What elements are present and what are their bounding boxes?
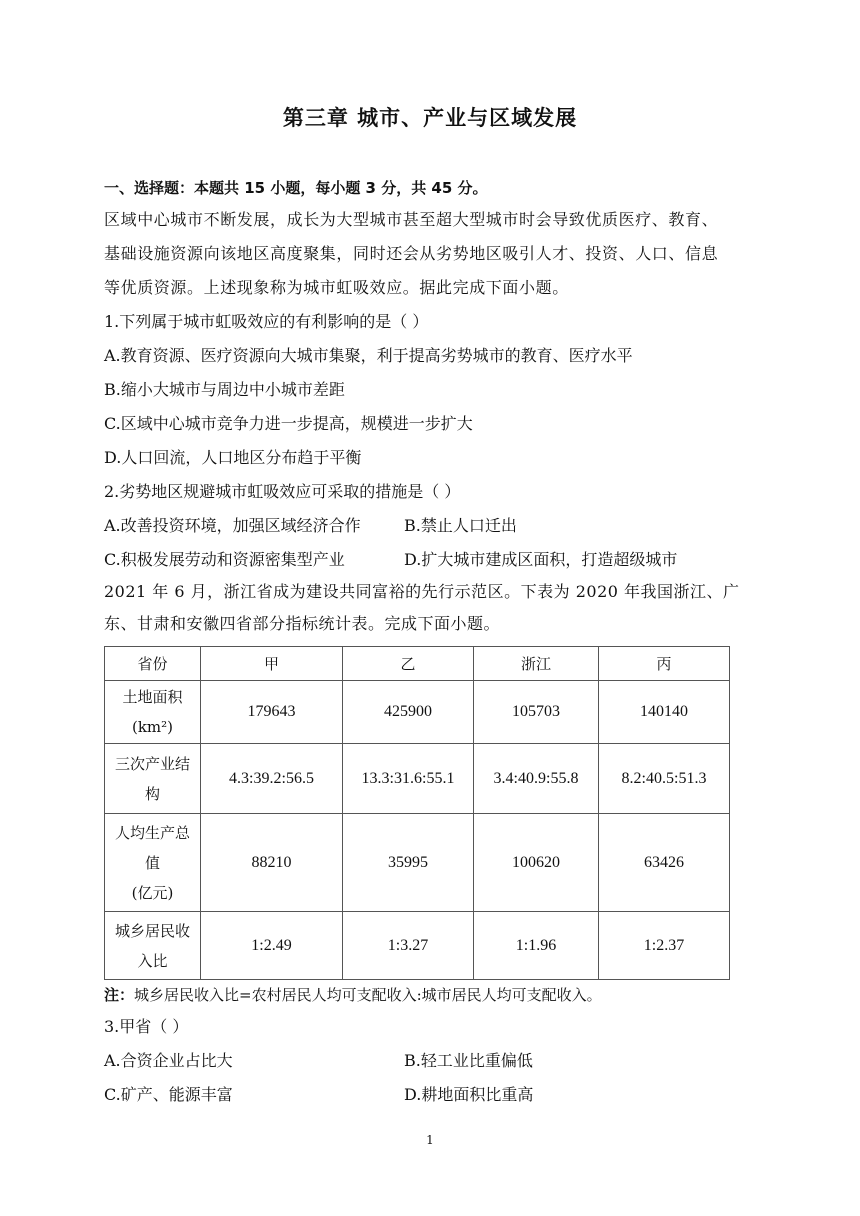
note-text: 城乡居民收入比=农村居民人均可支配收入:城市居民人均可支配收入。 — [134, 986, 602, 1004]
row-label-line: 人均生产总 — [114, 823, 190, 842]
q2-option-c: C.积极发展劳动和资源密集型产业 — [104, 550, 345, 569]
table-cell: 1:1.96 — [474, 912, 599, 980]
statistics-table — [104, 646, 730, 980]
table-header-cell: 省份 — [105, 647, 201, 681]
q2-option-d: D.扩大城市建成区面积，打造超级城市 — [404, 550, 678, 569]
q3-option-a: A.合资企业占比大 — [104, 1051, 233, 1070]
table-row — [105, 681, 730, 744]
table-cell: 35995 — [343, 814, 474, 912]
table-cell: 179643 — [201, 681, 343, 744]
table-row — [105, 744, 730, 814]
table-cell: 3.4:40.9:55.8 — [474, 744, 599, 814]
table-cell: 88210 — [201, 814, 343, 912]
table-cell: 1:2.37 — [599, 912, 730, 980]
table-cell: 1:3.27 — [343, 912, 474, 980]
passage2-line-2: 东、甘肃和安徽四省部分指标统计表。完成下面小题。 — [104, 614, 501, 633]
q1-option-c: C.区域中心城市竞争力进一步提高，规模进一步扩大 — [104, 414, 473, 433]
table-cell: 13.3:31.6:55.1 — [343, 744, 474, 814]
table-cell: 8.2:40.5:51.3 — [599, 744, 730, 814]
row-label — [105, 912, 201, 980]
q1-option-d: D.人口回流，人口地区分布趋于平衡 — [104, 448, 362, 467]
table-note — [104, 985, 602, 1005]
page-number: 1 — [426, 1133, 434, 1147]
row-label-line: 城乡居民收 — [114, 921, 190, 940]
page-title: 第三章 城市、产业与区域发展 — [282, 106, 578, 130]
row-label — [105, 814, 201, 912]
q3-option-c: C.矿产、能源丰富 — [104, 1085, 233, 1104]
q1-stem: 1.下列属于城市虹吸效应的有利影响的是（ ） — [104, 312, 429, 331]
q3-option-d: D.耕地面积比重高 — [404, 1085, 534, 1104]
table-header-cell: 乙 — [343, 647, 474, 681]
q2-option-b: B.禁止人口迁出 — [404, 516, 517, 535]
table-cell: 105703 — [474, 681, 599, 744]
passage1-line-3: 等优质资源。上述现象称为城市虹吸效应。据此完成下面小题。 — [104, 278, 569, 297]
row-label — [105, 744, 201, 814]
q2-stem: 2.劣势地区规避城市虹吸效应可采取的措施是（ ） — [104, 482, 461, 501]
table-cell: 63426 — [599, 814, 730, 912]
table-header-cell: 浙江 — [474, 647, 599, 681]
table-cell: 1:2.49 — [201, 912, 343, 980]
passage1-line-1: 区域中心城市不断发展，成长为大型城市甚至超大型城市时会导致优质医疗、教育、 — [104, 210, 719, 229]
table-cell: 4.3:39.2:56.5 — [201, 744, 343, 814]
table-header-cell: 甲 — [201, 647, 343, 681]
q3-option-b: B.轻工业比重偏低 — [404, 1051, 533, 1070]
row-label — [105, 681, 201, 744]
section-heading: 一、选择题：本题共 15 小题，每小题 3 分，共 45 分。 — [104, 179, 488, 197]
note-label: 注： — [104, 986, 135, 1004]
q1-option-a: A.教育资源、医疗资源向大城市集聚，利于提高劣势城市的教育、医疗水平 — [104, 346, 633, 365]
row-label-line: (亿元) — [131, 883, 174, 902]
table-cell: 100620 — [474, 814, 599, 912]
table-row — [105, 912, 730, 980]
row-label-line: 土地面积 — [122, 688, 183, 706]
row-label-line: 值 — [144, 853, 160, 872]
table-cell: 425900 — [343, 681, 474, 744]
table-cell: 140140 — [599, 681, 730, 744]
passage2-line-1: 2021 年 6 月，浙江省成为建设共同富裕的先行示范区。下表为 2020 年我国浙江、广 — [104, 582, 740, 601]
row-label-line: 三次产业结 — [114, 754, 190, 773]
table-header-cell: 丙 — [599, 647, 730, 681]
q2-option-a: A.改善投资环境，加强区域经济合作 — [104, 516, 361, 535]
row-label-line: 构 — [144, 784, 160, 803]
table-row — [105, 814, 730, 912]
q3-stem: 3.甲省（ ） — [104, 1017, 189, 1036]
table-header-row — [105, 647, 730, 681]
row-label-line: (km²) — [131, 718, 174, 736]
q1-option-b: B.缩小大城市与周边中小城市差距 — [104, 380, 345, 399]
row-label-line: 入比 — [137, 951, 168, 970]
passage1-line-2: 基础设施资源向该地区高度聚集，同时还会从劣势地区吸引人才、投资、人口、信息 — [104, 244, 719, 263]
